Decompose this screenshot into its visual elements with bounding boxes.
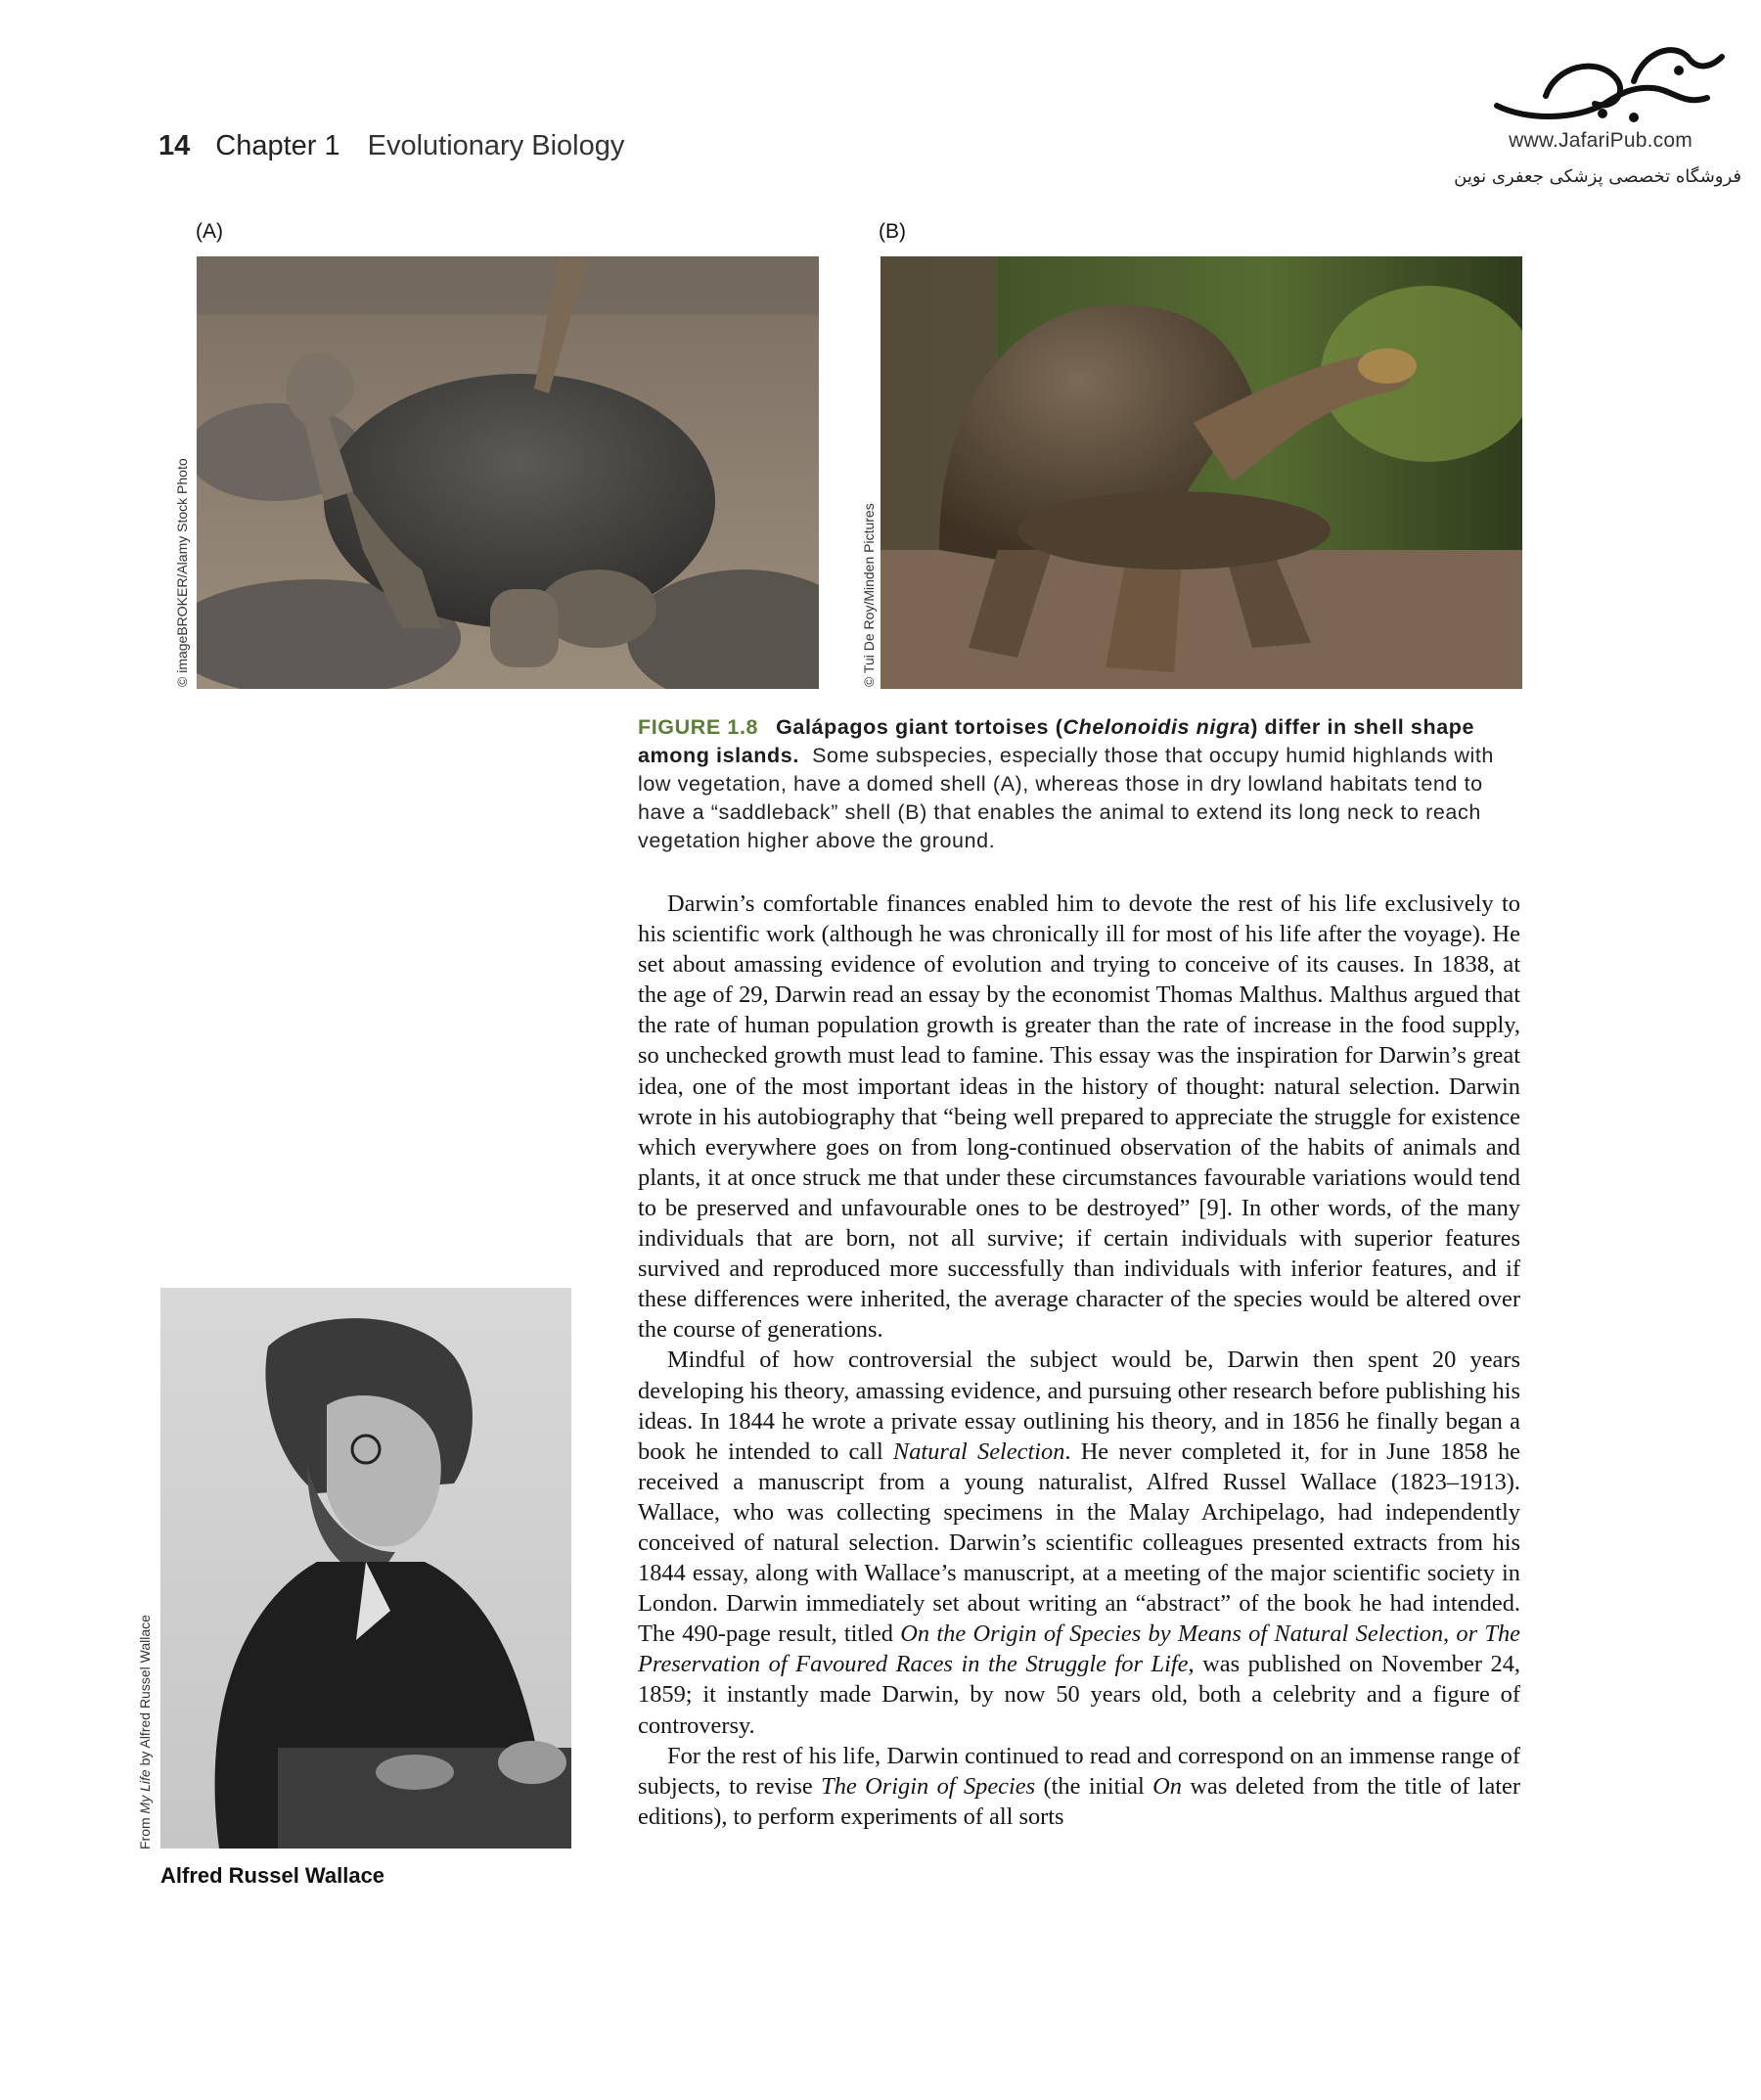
wallace-portrait (160, 1288, 571, 1849)
panel-a-label: (A) (196, 220, 223, 243)
body-text (638, 889, 1520, 1832)
figure-title: Galápagos giant tortoises (Chelonoidis nigra) differ in shell shape among islands. (638, 715, 1475, 767)
photo-b-credit: © Tui De Roy/Minden Pictures (861, 503, 877, 687)
tortoise-domed-photo (197, 256, 819, 689)
figure-caption-text: Some subspecies, especially those that occupy humid highlands with low vegetation, have a domed shell (A), whereas those in dry lowland habitats tend to have a “saddleback” shell (B) that enables the animal to extend its long neck to reach vegetation higher above the ground. (638, 744, 1494, 852)
publisher-tagline: فروشگاه تخصصی پزشکی جعفری نوین (1454, 166, 1741, 187)
book-title: Evolutionary Biology (367, 130, 625, 161)
figure-number: FIGURE 1.8 (638, 715, 759, 739)
tortoise-saddleback-photo (880, 256, 1522, 689)
photo-a-credit: © imageBROKER/Alamy Stock Photo (174, 458, 190, 687)
figure-caption (638, 713, 1499, 855)
running-head (158, 130, 624, 162)
paragraph-2: Mindful of how controversial the subject would be, Darwin then spent 20 years developing his theory, amassing evidence, and pursuing other research before publishing his ideas. In 1844 he wrote a private essay outlining his theory, and in 1856 he finally began a book he intended to call Natural Selection. He never completed it, for in June 1858 he received a manuscript from a young naturalist, Alfred Russel Wallace (1823–1913). Wallace, who was collecting specimens in the Malay Archipelago, had independently conceived of natural selection. Darwin’s scientific colleagues presented extracts from his 1844 essay, along with Wallace’s manuscript, at a meeting of the major scientific society in London. Darwin immediately set about writing an “abstract” of the book he had intended. The 490-page result, titled On the Origin of Species by Means of Natural Selection, or The Preservation of Favoured Races in the Struggle for Life, was published on November 24, 1859; it instantly made Darwin, by now 50 years old, both a celebrity and a figure of controversy. (638, 1347, 1520, 1739)
portrait-credit: From My Life by Alfred Russel Wallace (137, 1615, 153, 1849)
publisher-url[interactable]: www.JafariPub.com (1509, 129, 1693, 152)
page-number: 14 (158, 130, 191, 161)
panel-b-label: (B) (879, 220, 906, 243)
chapter-label: Chapter 1 (215, 130, 340, 161)
paragraph-1: Darwin’s comfortable finances enabled him to devote the rest of his life exclusively to his scientific work (although he was chronically ill for most of his life after the voyage). He set about amassing evidence of evolution and trying to conceive of its causes. In 1838, at the age of 29, Darwin read an essay by the economist Thomas Malthus. Malthus argued that the rate of human population growth is greater than the rate of increase in the food supply, so unchecked growth must lead to famine. This essay was the inspiration for Darwin’s great idea, one of the most important ideas in the history of thought: natural selection. Darwin wrote in his autobiography that “being well prepared to appreciate the struggle for existence which everywhere goes on from long-continued observation of the habits of animals and plants, it at once struck me that under these circumstances favourable variations would tend to be preserved and unfavourable ones to be destroyed” [9]. In other words, of the many individuals that are born, not all survive; if certain individuals with superior features survived and reproduced more successfully than individuals with inferior features, and if these differences were inherited, the average character of the species would be altered over the course of generations. (638, 890, 1520, 1344)
portrait-caption: Alfred Russel Wallace (160, 1863, 385, 1888)
paragraph-3: For the rest of his life, Darwin continued to read and correspond on an immense range of subjects, to revise The Origin of Species (the initial On was deleted from the title of later editions), to perform experiments of all sorts (638, 1742, 1520, 1830)
